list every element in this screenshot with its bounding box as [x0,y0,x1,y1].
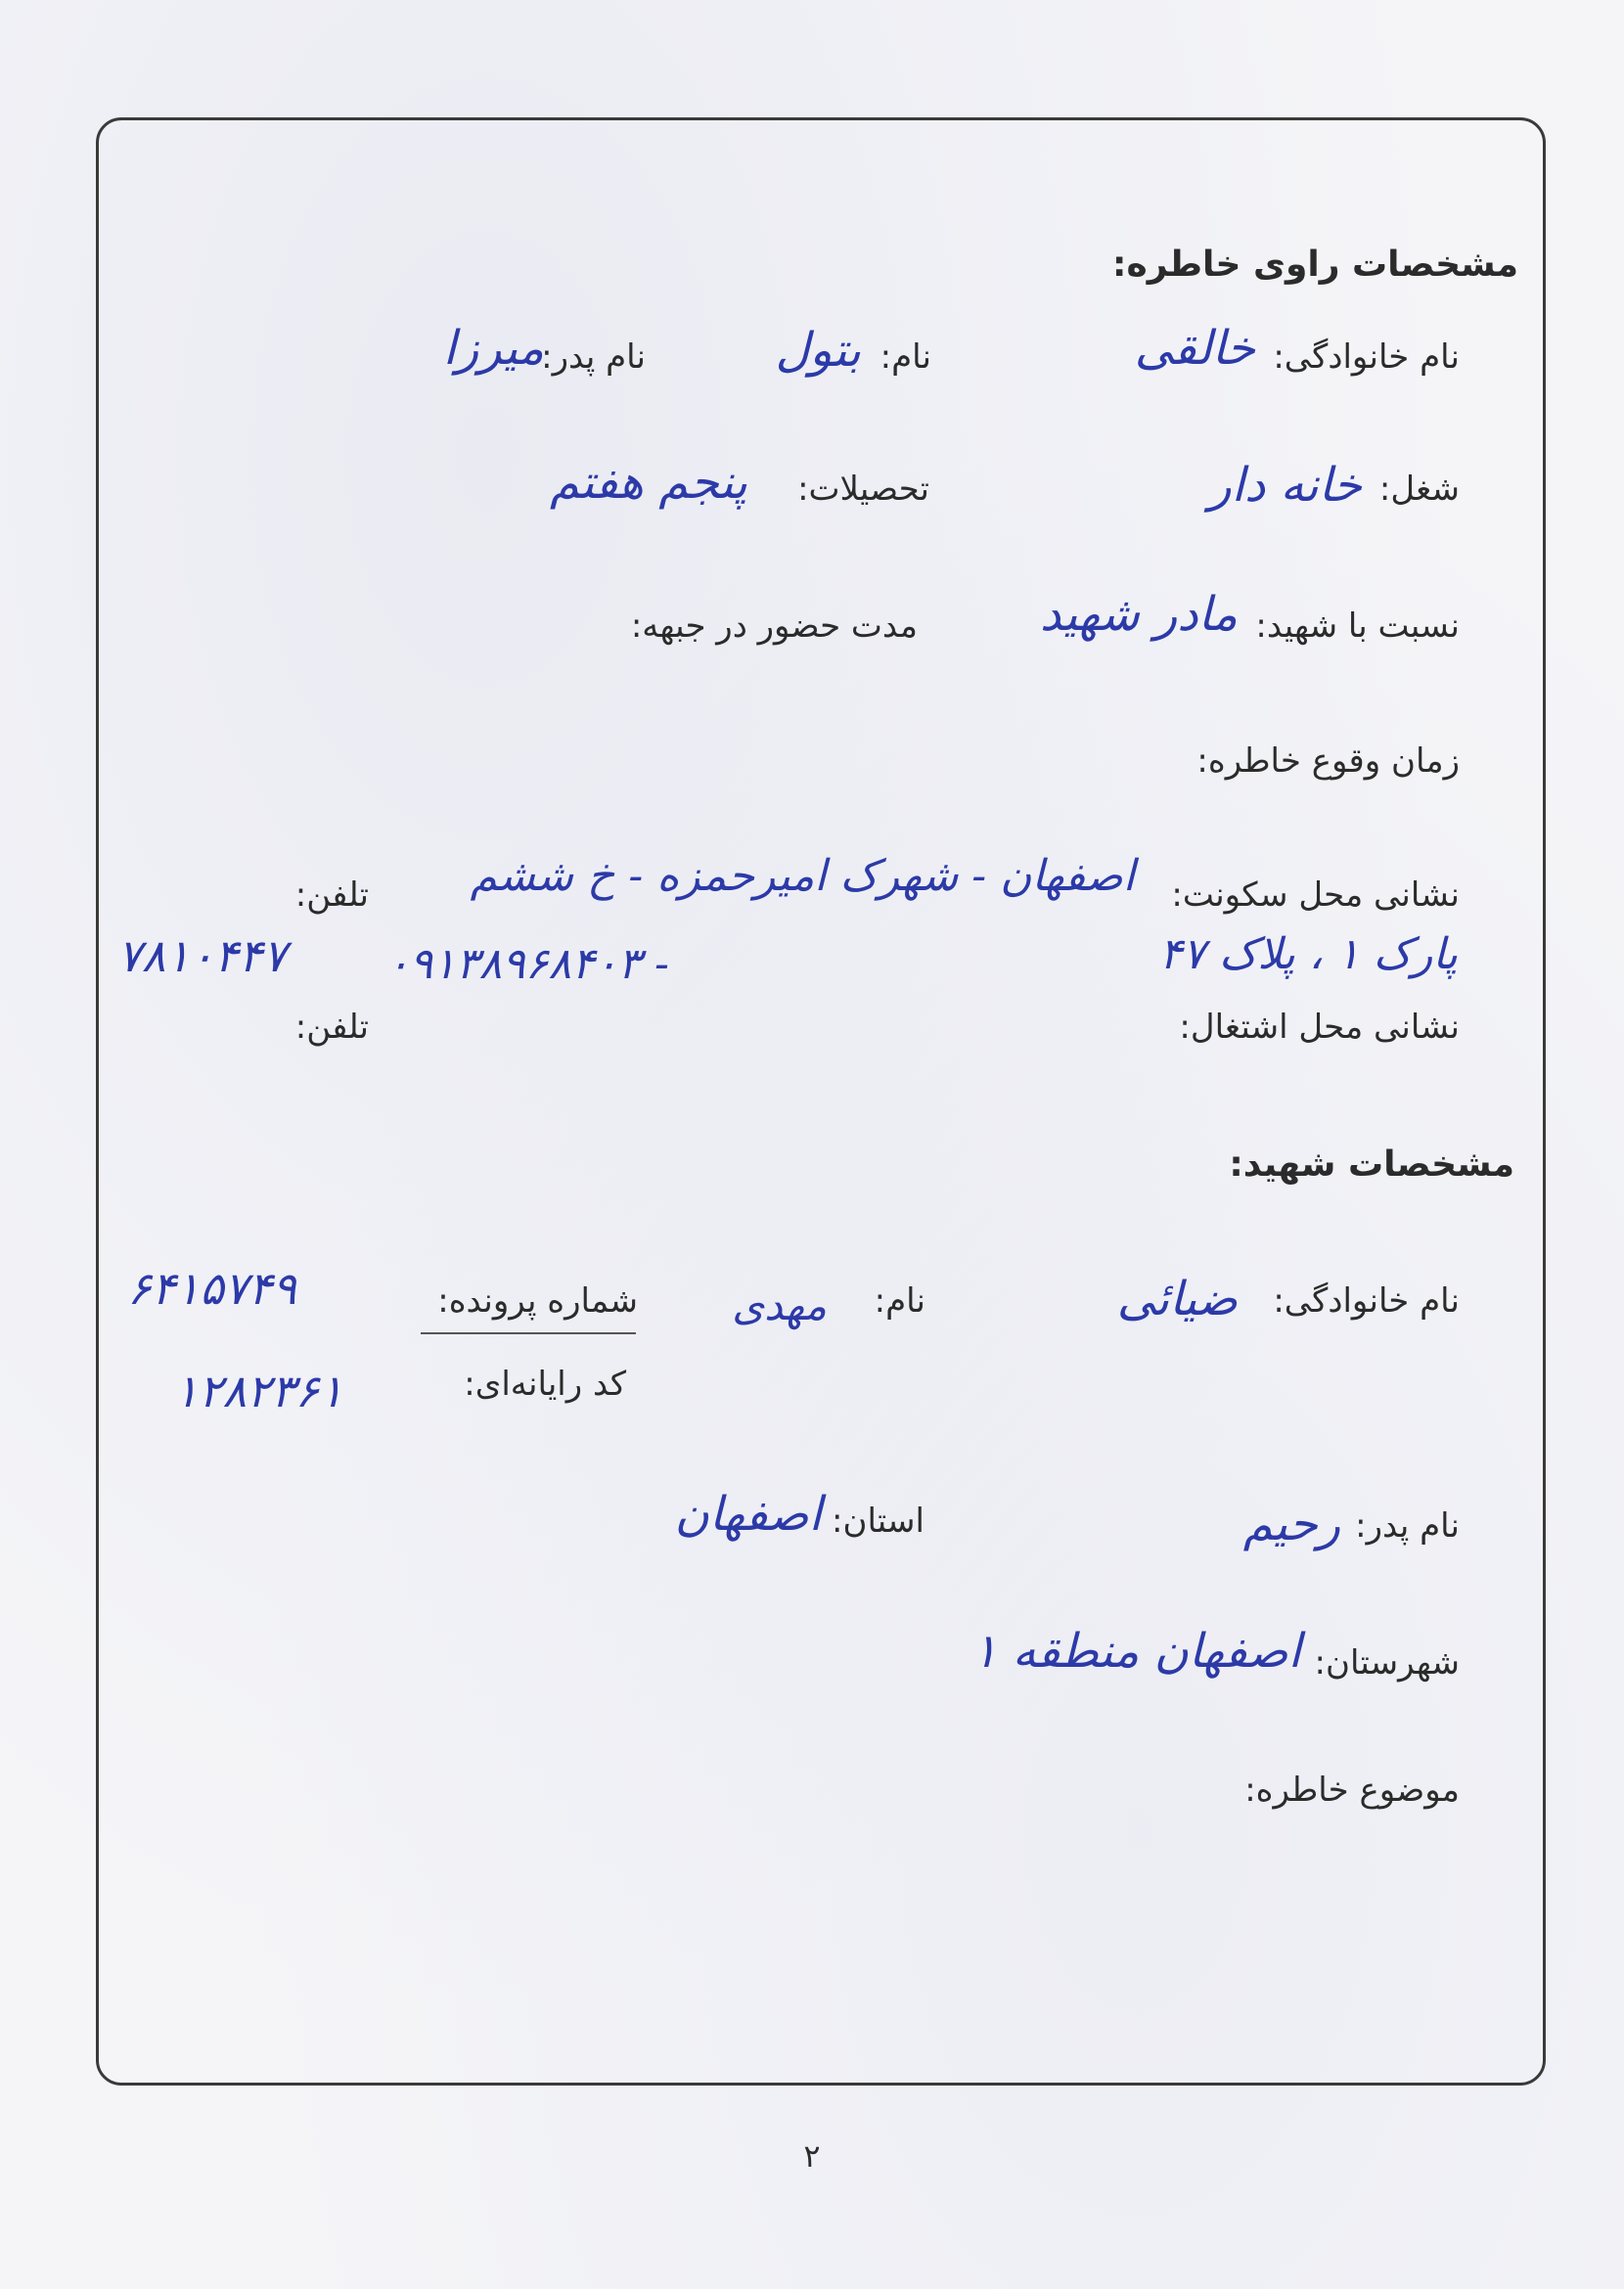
work-phone-label: تلفن: [294,1008,369,1047]
city-value: اصفهان منطقه ۱ [971,1624,1301,1679]
martyr-first-name-label: نام: [874,1281,925,1321]
memory-time-label: زمان وقوع خاطره: [1196,741,1460,781]
narrator-occupation-label: شغل: [1378,470,1460,509]
residence-address-line1: اصفهان - شهرک امیرحمزه - خ ششم [470,851,1135,901]
computer-code-value: ۱۲۸۲۳۶۱ [174,1365,343,1417]
narrator-education-value: پنجم هفتم [549,455,747,510]
narrator-first-name-label: نام: [880,337,931,377]
martyr-father-name-value: رحیم [1242,1497,1340,1551]
narrator-occupation-value: خانه دار [1208,458,1362,513]
narrator-education-label: تحصیلات: [797,470,929,509]
province-label: استان: [832,1502,925,1541]
city-label: شهرستان: [1314,1643,1460,1683]
martyr-first-name-value: مهدی [732,1281,827,1329]
residence-address-line2: پارک ۱ ، پلاک ۴۷ [1158,929,1458,979]
martyr-father-name-label: نام پدر: [1355,1506,1460,1546]
narrator-first-name-value: بتول [775,323,861,378]
narrator-heading: مشخصات راوی خاطره: [1112,245,1518,285]
narrator-family-name-label: نام خانوادگی: [1273,337,1460,377]
memory-subject-label: موضوع خاطره: [1244,1771,1460,1810]
residence-phone-value-1: ۷۸۱۰۴۴۷ [117,929,287,982]
residence-phone-value-2: ۰۹۱۳۸۹۶۸۴۰۳ - [386,939,669,989]
narrator-father-name-label: نام پدر: [541,337,646,377]
residence-phone-label: تلفن: [294,875,369,915]
computer-code-label: کد رایانه‌ای: [464,1365,626,1404]
province-value: اصفهان [674,1487,822,1542]
martyr-family-name-label: نام خانوادگی: [1273,1281,1460,1321]
narrator-relation-value: مادر شهید [1039,587,1238,642]
narrator-family-name-value: خالقی [1134,321,1255,376]
narrator-father-name-value: میرزا [442,321,544,376]
file-number-value: ۶۴۱۵۷۴۹ [127,1262,296,1315]
work-address-label: نشانی محل اشتغال: [1179,1008,1460,1047]
martyr-heading: مشخصات شهید: [1229,1144,1514,1185]
narrator-relation-label: نسبت با شهید: [1255,606,1460,646]
front-duration-label: مدت حضور در جبهه: [630,606,918,646]
page-number: ۲ [803,2137,821,2175]
file-number-underline [421,1332,636,1334]
residence-address-label: نشانی محل سکونت: [1171,875,1460,915]
martyr-family-name-value: ضیائی [1116,1272,1238,1326]
file-number-label: شماره پرونده: [437,1281,638,1321]
